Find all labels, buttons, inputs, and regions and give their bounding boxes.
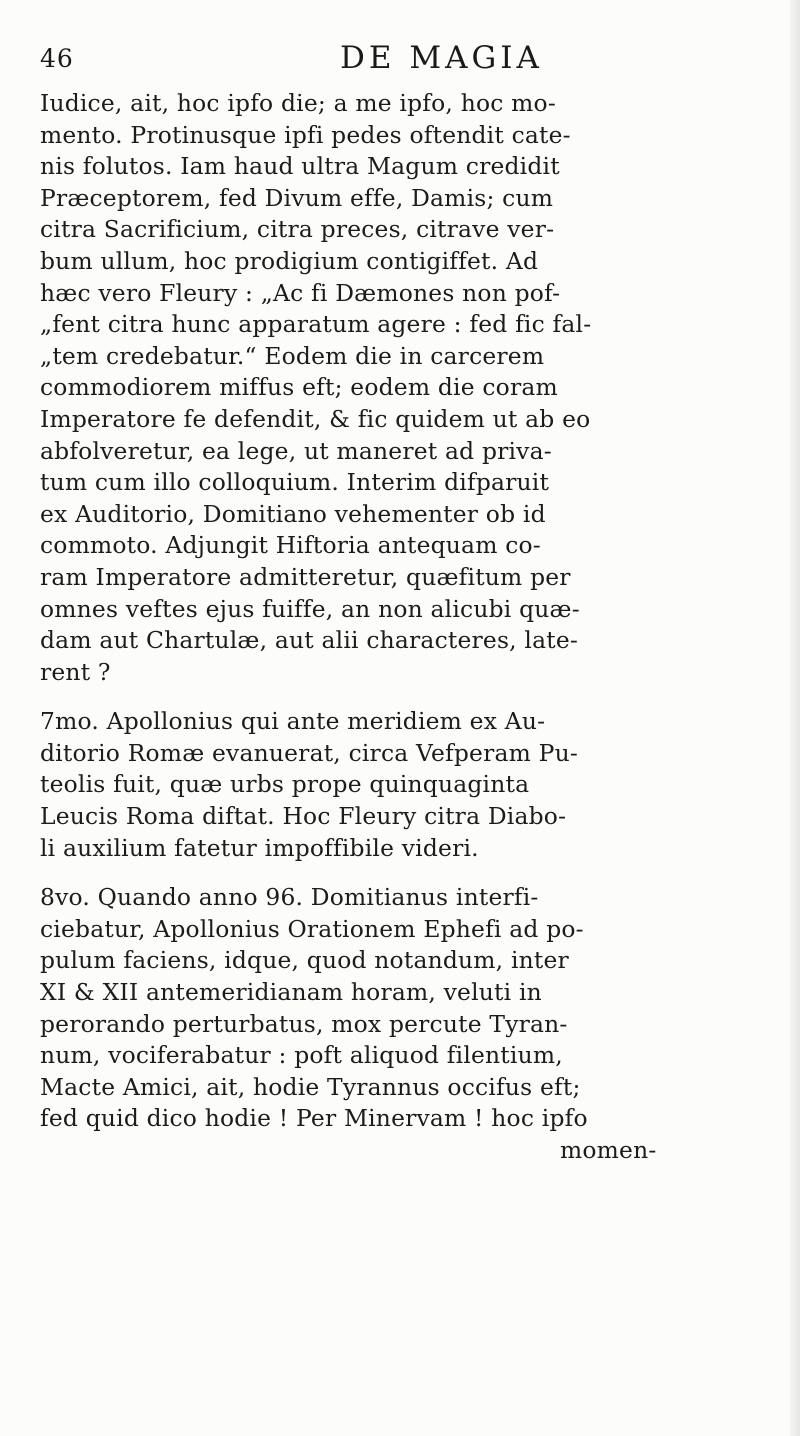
paragraph	[40, 882, 776, 1166]
text-line: dam aut Chartulæ, aut alii characteres, late-	[40, 626, 578, 655]
text-line: Imperatore fe defendit, & fic quidem ut ab eo	[40, 404, 591, 433]
text-line: pulum faciens, idque, quod notandum, inter	[40, 946, 569, 975]
paragraph	[40, 706, 776, 864]
text-line: Iudice, ait, hoc ipfo die; a me ipfo, hoc mo-	[40, 89, 556, 117]
text-line: Macte Amici, ait, hodie Tyrannus occifus eft;	[40, 1072, 581, 1101]
text-line: omnes veftes ejus fuiffe, an non alicubi quæ-	[40, 594, 580, 623]
text-line: commodiorem miffus eft; eodem die coram	[40, 373, 558, 402]
text-line: rent ?	[40, 657, 111, 686]
text-line: 7mo. Apollonius qui ante meridiem ex Au-	[40, 707, 546, 736]
paragraph	[40, 88, 776, 688]
text-line: tum cum illo colloquium. Interim difparuit	[40, 468, 550, 497]
text-line: „tem credebatur.“ Eodem die in carcerem	[40, 341, 545, 370]
running-title: DE MAGIA	[340, 40, 543, 76]
text-line: „fent citra hunc apparatum agere : fed fic fal-	[40, 310, 592, 339]
paragraph-gap	[40, 688, 776, 706]
text-line: 8vo. Quando anno 96. Domitianus interfi-	[40, 883, 539, 912]
text-line: Præceptorem, fed Divum effe, Damis; cum	[40, 183, 554, 212]
paragraph-gap	[40, 864, 776, 882]
text-line: teolis fuit, quæ urbs prope quinquaginta	[40, 770, 530, 799]
text-line: Leucis Roma diftat. Hoc Fleury citra Diabo-	[40, 802, 567, 831]
text-line: ditorio Romæ evanuerat, circa Vefperam Pu-	[40, 738, 578, 767]
text-line: bum ullum, hoc prodigium contigiffet. Ad	[40, 246, 539, 275]
text-line: li auxilium fatetur impoffibile videri.	[40, 833, 479, 862]
text-line: fed quid dico hodie ! Per Minervam ! hoc ipfo	[40, 1104, 588, 1133]
text-line: momen-	[560, 1136, 657, 1164]
page-number: 46	[40, 44, 74, 73]
text-line: perorando perturbatus, mox percute Tyran-	[40, 1009, 568, 1038]
text-line: citra Sacrificium, citra preces, citrave ver-	[40, 215, 555, 244]
text-line: num, vociferabatur : poft aliquod filentium,	[40, 1041, 563, 1070]
text-line: ram Imperatore admitteretur, quæfitum per	[40, 562, 571, 591]
text-line: mento. Protinusque ipfi pedes oftendit cate-	[40, 120, 571, 149]
text-line: ex Auditorio, Domitiano vehementer ob id	[40, 499, 546, 528]
page-edge	[790, 0, 800, 1436]
text-line: abfolveretur, ea lege, ut maneret ad priva-	[40, 436, 552, 465]
text-line: ciebatur, Apollonius Orationem Ephefi ad po-	[40, 914, 584, 943]
text-line: XI & XII antemeridianam horam, veluti in	[40, 978, 542, 1007]
text-line: hæc vero Fleury : „Ac fi Dæmones non pof-	[40, 278, 561, 307]
body-text	[40, 88, 776, 1167]
text-line: nis folutos. Iam haud ultra Magum credidit	[40, 152, 560, 181]
text-line: commoto. Adjungit Hiftoria antequam co-	[40, 531, 541, 560]
